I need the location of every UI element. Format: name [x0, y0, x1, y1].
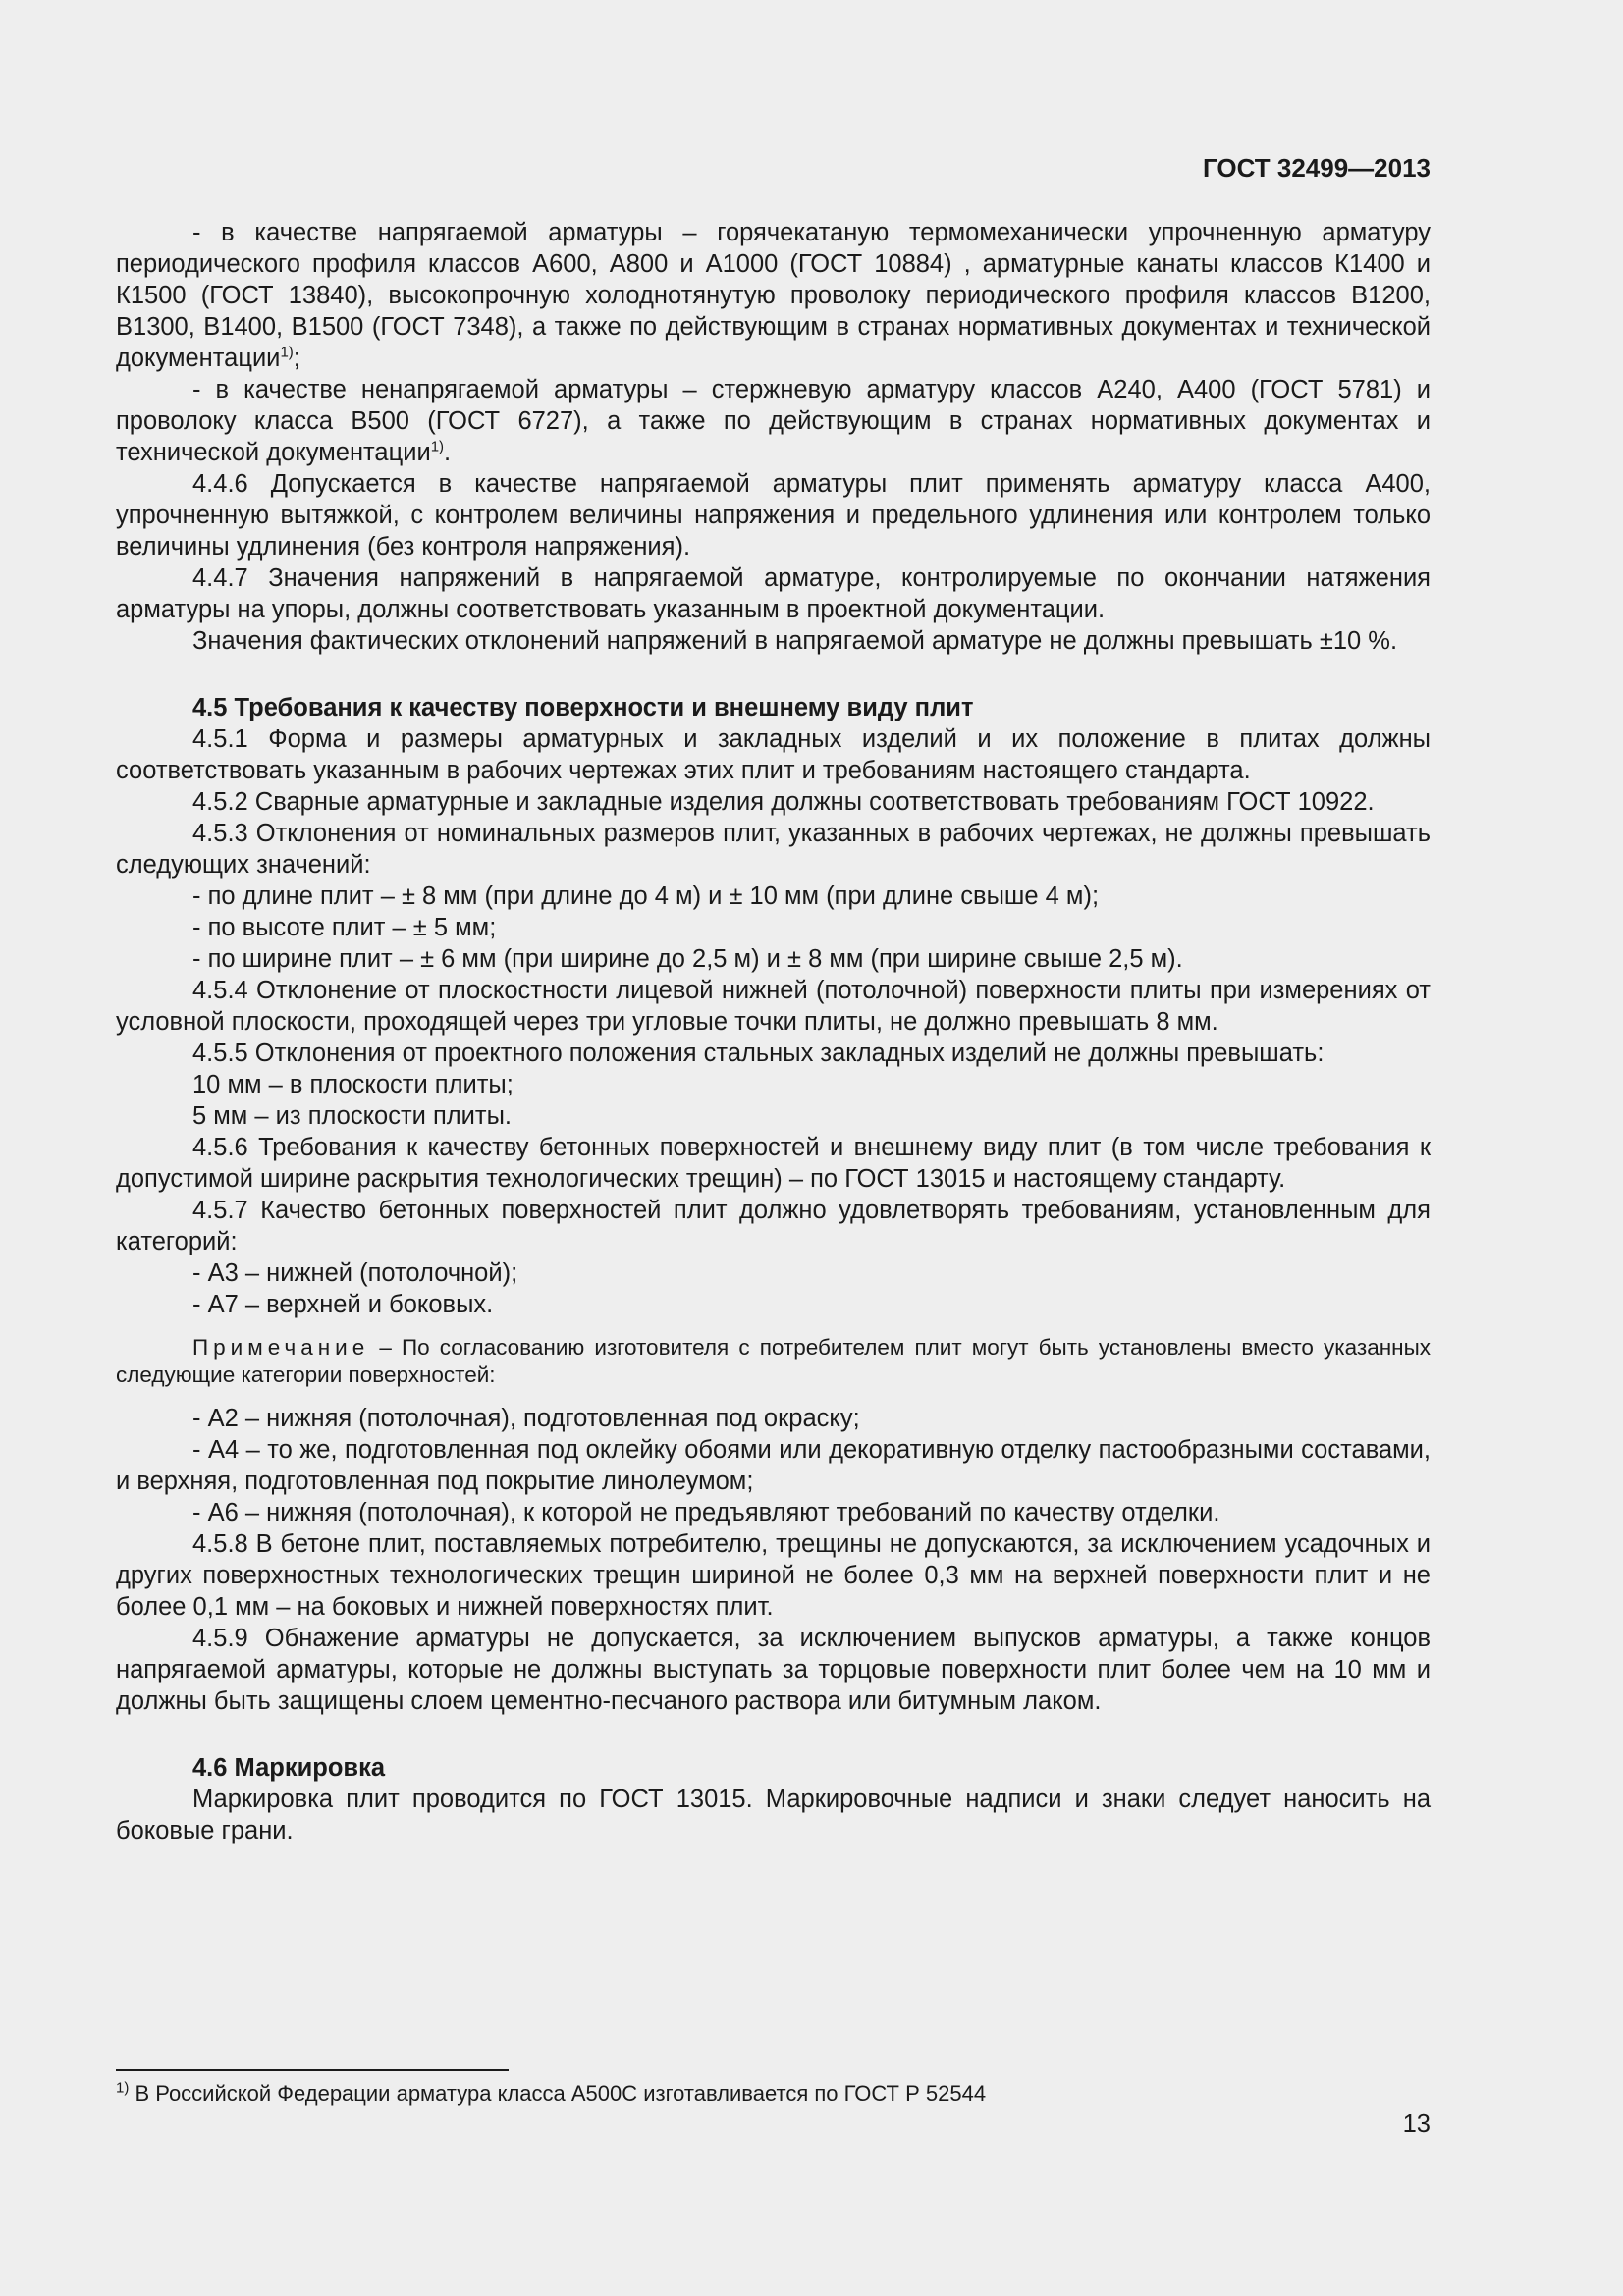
- footnote-reference[interactable]: 1): [430, 438, 445, 455]
- paragraph-non-prestressed-reinforcement: - в качестве ненапрягаемой арматуры – стержневую арматуру классов А240, А400 (ГОСТ 5781) и проволоку класса В500 (ГОСТ 6727), а также по действующим в странах нормативных документах и технической документации$^{1)}$.: [116, 376, 1431, 466]
- paragraph-4-4-7: 4.4.7 Значения напряжений в напрягаемой арматуре, контролируемые по окончании натяжения арматуры на упоры, должны соответствовать указанным в проектной документации.: [116, 564, 1431, 623]
- list-item: - А4 – то же, подготовленная под оклейку обоями или декоративную отделку пастообразными составами, и верхняя, подготовленная под покрытие линолеумом;: [116, 1436, 1431, 1495]
- document-body: [116, 217, 1431, 1846]
- list-item: 10 мм – в плоскости плиты;: [192, 1071, 514, 1098]
- list-item: - по ширине плит – ± 6 мм (при ширине до 2,5 м) и ± 8 мм (при ширине свыше 2,5 м).: [192, 945, 1183, 973]
- document-code-header: ГОСТ 32499—2013: [1203, 153, 1431, 183]
- paragraph-4-5-6: 4.5.6 Требования к качеству бетонных поверхностей и внешнему виду плит (в том числе требования к допустимой ширине раскрытия технологических трещин) – по ГОСТ 13015 и настоящему стандарту.: [116, 1134, 1431, 1193]
- paragraph-4-5-7: 4.5.7 Качество бетонных поверхностей плит должно удовлетворять требованиям, установленным для категорий:: [116, 1197, 1431, 1255]
- footnote: [116, 2080, 986, 2108]
- paragraph-4-5-9: 4.5.9 Обнажение арматуры не допускается, за исключением выпусков арматуры, а также концов напрягаемой арматуры, которые не должны выступать за торцовые поверхности плит более чем на 10 мм и должны быть защищены слоем цементно-песчаного раствора или битумным лаком.: [116, 1625, 1431, 1715]
- paragraph-4-5-2: 4.5.2 Сварные арматурные и закладные изделия должны соответствовать требованиям ГОСТ 10922.: [192, 788, 1375, 816]
- note-text: – По согласованию изготовителя с потребителем плит могут быть установлены вместо указанных следующие категории поверхностей:: [116, 1335, 1431, 1387]
- list-item: - по длине плит – ± 8 мм (при длине до 4 м) и ± 10 мм (при длине свыше 4 м);: [192, 882, 1100, 910]
- footnote-reference[interactable]: 1): [280, 344, 294, 361]
- footnote-separator: [116, 2069, 509, 2071]
- list-item: 5 мм – из плоскости плиты.: [192, 1102, 513, 1130]
- list-item: - по высоте плит – ± 5 мм;: [192, 914, 497, 941]
- paragraph-4-5-5: 4.5.5 Отклонения от проектного положения стальных закладных изделий не должны превышать:: [192, 1040, 1325, 1067]
- paragraph-stress-deviation: Значения фактических отклонений напряжений в напрягаемой арматуре не должны превышать ±10 %.: [192, 627, 1398, 655]
- list-item: - А6 – нижняя (потолочная), к которой не предъявляют требований по качеству отделки.: [192, 1499, 1220, 1526]
- page-number: 13: [1402, 2110, 1431, 2138]
- paragraph-4-5-8: 4.5.8 В бетоне плит, поставляемых потребителю, трещины не допускаются, за исключением усадочных и других поверхностных технологических трещин шириной не более 0,3 мм на верхней поверхности плит и не более 0,1 мм – на боковых и нижней поверхностях плит.: [116, 1530, 1431, 1621]
- paragraph-prestressed-reinforcement: - в качестве напрягаемой арматуры – горячекатаную термомеханически упрочненную арматуру периодического профиля классов А600, А800 и А1000 (ГОСТ 10884) , арматурные канаты классов К1400 и К1500 (ГОСТ 13840), высокопрочную холоднотянутую проволоку периодического профиля классов В1200, В1300, В1400, В1500 (ГОСТ 7348), а также по действующим в странах нормативных документах и технической документации$^{1)}$;: [116, 219, 1431, 372]
- note-label: Примечание: [192, 1335, 370, 1360]
- section-heading-4-5: 4.5 Требования к качеству поверхности и внешнему виду плит: [192, 694, 974, 721]
- list-item: - А2 – нижняя (потолочная), подготовленная под окраску;: [192, 1405, 860, 1432]
- footnote-mark: 1): [116, 2079, 130, 2097]
- list-item: - А7 – верхней и боковых.: [192, 1291, 494, 1318]
- paragraph-marking: Маркировка плит проводится по ГОСТ 13015. Маркировочные надписи и знаки следует наносить на боковые грани.: [116, 1786, 1431, 1844]
- paragraph-4-5-4: 4.5.4 Отклонение от плоскостности лицевой нижней (потолочной) поверхности плиты при измерениях от условной плоскости, проходящей через три угловые точки плиты, не должно превышать 8 мм.: [116, 977, 1431, 1036]
- footnote-text: В Российской Федерации арматура класса А500С изготавливается по ГОСТ Р 52544: [129, 2081, 987, 2106]
- paragraph-4-5-3: 4.5.3 Отклонения от номинальных размеров плит, указанных в рабочих чертежах, не должны превышать следующих значений:: [116, 820, 1431, 879]
- note-paragraph: [116, 1334, 1431, 1389]
- list-item: - А3 – нижней (потолочной);: [192, 1259, 518, 1287]
- paragraph-4-4-6: 4.4.6 Допускается в качестве напрягаемой арматуры плит применять арматуру класса А400, упрочненную вытяжкой, с контролем величины напряжения и предельного удлинения или контролем только величины удлинения (без контроля напряжения).: [116, 470, 1431, 561]
- section-heading-4-6: 4.6 Маркировка: [192, 1754, 386, 1782]
- paragraph-4-5-1: 4.5.1 Форма и размеры арматурных и закладных изделий и их положение в плитах должны соответствовать указанным в рабочих чертежах этих плит и требованиям настоящего стандарта.: [116, 725, 1431, 784]
